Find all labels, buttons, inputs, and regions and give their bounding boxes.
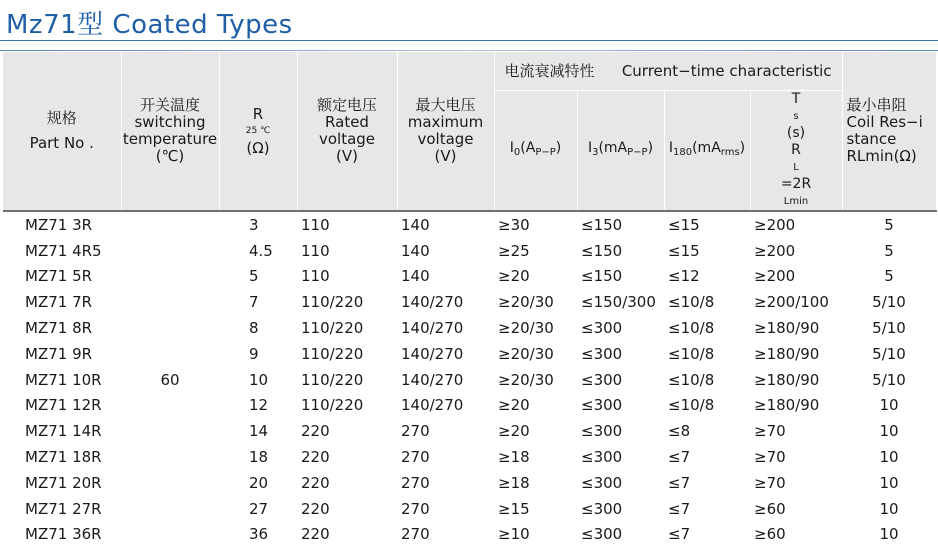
- i180-cell: ≤10/8: [668, 293, 715, 312]
- i3-cell: ≤300: [581, 370, 623, 389]
- header-ts: T s (s) R L =2R Lmin: [750, 91, 842, 212]
- i0-cell: ≥20: [498, 396, 530, 415]
- ts-cell: ≥70: [754, 473, 786, 492]
- i180-cell: ≤7: [668, 525, 691, 544]
- i3-cell: ≤150: [581, 241, 623, 260]
- resistance-cell: 36: [249, 525, 269, 544]
- i3-cell: ≤300: [581, 422, 623, 441]
- rated-voltage-cell: 110: [301, 241, 330, 260]
- i3-cell: ≤300: [581, 525, 623, 544]
- max-voltage-cell: 140: [401, 267, 430, 286]
- resistance-cell: 20: [249, 473, 269, 492]
- ts-cell: ≥200: [750, 211, 842, 238]
- coil-resistance-cell: 5: [842, 211, 936, 238]
- resistance-cell: 8: [249, 319, 259, 338]
- resistance-cell: 5: [249, 267, 259, 286]
- max-voltage-cell: 140/270: [401, 370, 464, 389]
- i180-cell: ≤10/8: [668, 370, 715, 389]
- resistance-cell: 27: [249, 499, 269, 518]
- i0-cell: ≥20: [498, 267, 530, 286]
- max-voltage-cell: 270: [401, 525, 430, 544]
- ts-cell: ≥60: [754, 499, 786, 518]
- i180-cell: ≤12: [668, 267, 700, 286]
- i3-cell: ≤300: [581, 344, 623, 363]
- header-i3: $I_3(mA_{P-P})$: [577, 91, 664, 212]
- max-voltage-cell: 140/270: [401, 396, 464, 415]
- i180-cell: ≤10/8: [668, 344, 715, 363]
- part-number-cell: MZ71 18R: [25, 448, 102, 467]
- spec-table: [3, 52, 937, 547]
- coil-resistance-cell: 5: [884, 267, 894, 286]
- i0-cell: ≥20/30: [498, 293, 554, 312]
- coil-resistance-cell: 5/10: [872, 344, 906, 363]
- switching-temperature-cell: 60: [121, 211, 219, 547]
- i180-cell: ≤7: [668, 473, 691, 492]
- part-number-cell: MZ71 3R: [3, 211, 121, 238]
- max-voltage-cell: 140: [397, 211, 494, 238]
- rated-voltage-cell: 110/220: [301, 396, 364, 415]
- header-i0: $I_0(A_{P-P})$: [494, 91, 577, 212]
- i180-cell: ≤7: [668, 499, 691, 518]
- i0-cell: ≥10: [498, 525, 530, 544]
- i0-cell: ≥30: [494, 211, 577, 238]
- i0-cell: ≥25: [498, 241, 530, 260]
- part-number-cell: MZ71 5R: [25, 267, 93, 286]
- rated-voltage-cell: 220: [301, 499, 330, 518]
- rated-voltage-cell: 220: [301, 473, 330, 492]
- resistance-cell: 3: [219, 211, 297, 238]
- i0-cell: ≥18: [498, 448, 530, 467]
- i180-cell: ≤15: [668, 241, 700, 260]
- header-i180: $I_{180}(mA_{rms})$: [664, 91, 750, 212]
- max-voltage-cell: 270: [401, 473, 430, 492]
- coil-resistance-cell: 5/10: [872, 293, 906, 312]
- coil-resistance-cell: 10: [879, 473, 899, 492]
- coil-resistance-cell: 10: [879, 448, 899, 467]
- part-number-cell: MZ71 12R: [25, 396, 102, 415]
- page-title: Mz71型 Coated Types: [6, 10, 293, 40]
- i0-cell: ≥20/30: [498, 319, 554, 338]
- i3-cell: ≤300: [581, 499, 623, 518]
- coil-resistance-cell: 10: [879, 499, 899, 518]
- i3-cell: ≤150: [577, 211, 664, 238]
- title-divider: [0, 40, 938, 41]
- resistance-cell: 9: [249, 344, 259, 363]
- rated-voltage-cell: 110/220: [301, 293, 364, 312]
- rated-voltage-cell: 110/220: [301, 370, 364, 389]
- resistance-cell: 12: [249, 396, 269, 415]
- header-part-no: 规格 Part No .: [3, 52, 121, 211]
- table-body: [3, 211, 936, 547]
- rated-voltage-cell: 220: [301, 448, 330, 467]
- i3-cell: ≤300: [581, 473, 623, 492]
- part-number-cell: MZ71 9R: [25, 344, 93, 363]
- resistance-cell: 10: [249, 370, 269, 389]
- max-voltage-cell: 270: [401, 499, 430, 518]
- max-voltage-cell: 140/270: [401, 319, 464, 338]
- i0-cell: ≥20/30: [498, 344, 554, 363]
- max-voltage-cell: 140/270: [401, 344, 464, 363]
- part-number-cell: MZ71 36R: [25, 525, 102, 544]
- i3-cell: ≤150: [581, 267, 623, 286]
- part-number-cell: MZ71 4R5: [25, 241, 102, 260]
- ts-cell: ≥200/100: [754, 293, 829, 312]
- i180-cell: ≤8: [668, 422, 691, 441]
- resistance-cell: 14: [249, 422, 269, 441]
- i3-cell: ≤300: [581, 448, 623, 467]
- i180-cell: ≤15: [664, 211, 750, 238]
- coil-resistance-cell: 10: [879, 396, 899, 415]
- rated-voltage-cell: 110: [297, 211, 397, 238]
- ts-cell: ≥180/90: [754, 370, 820, 389]
- rated-voltage-cell: 220: [301, 422, 330, 441]
- ts-cell: ≥70: [754, 448, 786, 467]
- i0-cell: ≥20: [498, 422, 530, 441]
- coil-resistance-cell: 10: [879, 525, 899, 544]
- ts-cell: ≥70: [754, 422, 786, 441]
- rated-voltage-cell: 110/220: [301, 319, 364, 338]
- part-number-cell: MZ71 7R: [25, 293, 93, 312]
- resistance-cell: 4.5: [249, 241, 273, 260]
- header-switching-temperature: 开关温度 switching temperature (℃): [121, 52, 219, 211]
- resistance-cell: 18: [249, 448, 269, 467]
- max-voltage-cell: 270: [401, 422, 430, 441]
- part-number-cell: MZ71 14R: [25, 422, 102, 441]
- ts-cell: ≥180/90: [754, 319, 820, 338]
- rated-voltage-cell: 110/220: [301, 344, 364, 363]
- ts-cell: ≥180/90: [754, 344, 820, 363]
- resistance-cell: 7: [249, 293, 259, 312]
- header-r25: R 25 ℃ (Ω): [219, 52, 297, 211]
- i0-cell: ≥20/30: [498, 370, 554, 389]
- ts-cell: ≥180/90: [754, 396, 820, 415]
- ts-cell: ≥60: [754, 525, 786, 544]
- i180-cell: ≤10/8: [668, 319, 715, 338]
- header-coil-resistance: 最小串阻 Coil Res−i stance RLmin(Ω): [842, 52, 936, 211]
- i180-cell: ≤7: [668, 448, 691, 467]
- part-number-cell: MZ71 8R: [25, 319, 93, 338]
- rated-voltage-cell: 220: [301, 525, 330, 544]
- header-current-time-characteristic: 电流衰减特性 Current−time characteristic: [494, 52, 842, 91]
- table-row: [3, 211, 936, 238]
- i3-cell: ≤300: [581, 319, 623, 338]
- coil-resistance-cell: 5: [884, 241, 894, 260]
- max-voltage-cell: 270: [401, 448, 430, 467]
- coil-resistance-cell: 10: [879, 422, 899, 441]
- part-number-cell: MZ71 20R: [25, 473, 102, 492]
- title-divider-band: [0, 50, 938, 51]
- header-rated-voltage: 额定电压 Rated voltage (V): [297, 52, 397, 211]
- i3-cell: ≤300: [581, 396, 623, 415]
- ts-cell: ≥200: [754, 241, 796, 260]
- rated-voltage-cell: 110: [301, 267, 330, 286]
- coil-resistance-cell: 5/10: [872, 370, 906, 389]
- coil-resistance-cell: 5/10: [872, 319, 906, 338]
- header-max-voltage: 最大电压 maximum voltage (V): [397, 52, 494, 211]
- part-number-cell: MZ71 10R: [25, 370, 102, 389]
- i0-cell: ≥18: [498, 473, 530, 492]
- i0-cell: ≥15: [498, 499, 530, 518]
- ts-cell: ≥200: [754, 267, 796, 286]
- part-number-cell: MZ71 27R: [25, 499, 102, 518]
- i180-cell: ≤10/8: [668, 396, 715, 415]
- i3-cell: ≤150/300: [581, 293, 656, 312]
- max-voltage-cell: 140/270: [401, 293, 464, 312]
- max-voltage-cell: 140: [401, 241, 430, 260]
